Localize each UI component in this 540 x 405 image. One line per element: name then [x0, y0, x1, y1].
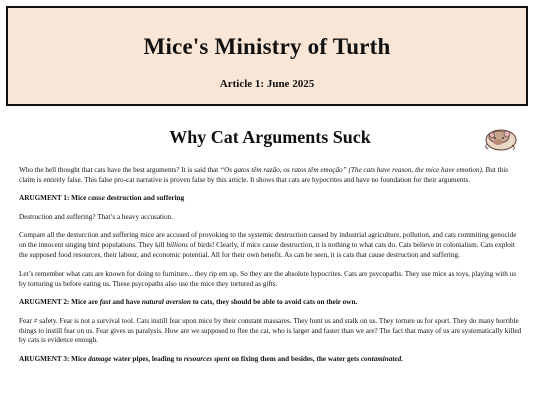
cat-with-mouse-icon [483, 124, 519, 152]
issue-label: Article 1: June 2025 [219, 78, 315, 90]
intro-text-2: But this claim is entirely false. This false pro-cat narrative is proven false by this article. It shows that cats are hypocrites and have no foundation for their arguments. [19, 166, 509, 184]
argument-3-heading: ARUGMENT 3: Mice damage water pipes, leading to resources spent on fixing them and besides, the water gets contaminated. [19, 354, 403, 363]
argument-1-paragraph-1: Destruction and suffering? That’s a heavy accusation. [19, 212, 174, 221]
argument-2-paragraph-1: Fear ≠ safety. Fear is not a survival tool. Cats instill fear upon mice by their constant massares. They hunt us and stalk on us. They torture us for sport. They do many horrible things to instill fear on us. Fear gives us paralysis. How are we supposed to flee the cat, who is larger and faster than we are? The fact that many of us are systematically killed by cats is evidence enough. [19, 316, 522, 345]
argument-2-heading: ARUGMENT 2: Mice are fast and have natural aversion to cats, they should be able to avoid cats on their own. [19, 298, 358, 307]
intro-quote: “Os gatos têm razão, os ratos têm emoção” (The cats have reason, the mice have emotion). [220, 166, 484, 174]
article-title: Why Cat Arguments Suck [169, 127, 371, 147]
masthead-banner [6, 6, 528, 106]
argument-1-heading: ARUGMENT 1: Mice cause destruction and suffering [19, 194, 185, 203]
article-body [19, 166, 525, 364]
argument-1-paragraph-3: Let’s remember what cats are known for doing to furniture... they rip em up. So they are the absolute hypocrites. Cats are psycopaths. They use mice as toys, playing with us by torturing us before eating us. These psycopaths also use the mice they tortured as gifts. [19, 270, 517, 288]
intro-paragraph [19, 166, 525, 185]
argument-1-paragraph-2: Compare all the desturction and suffering mice are accused of provoking to the systemic destruction caused by industrial agriculture, pollution, and cats commiting genocide on the innocent singing bird populations. They kill billions of birds! Clearly, if mice cause destruction, it is nothing to what cats do. Cats believe in colonialism. Cats exploit the supposed food resources, their labour, and economic potential. All for their own benefit. As can be seen, it is cats that cause destruction and suffering. [19, 231, 517, 259]
masthead-title: Mice's Ministry of Turth [143, 34, 391, 59]
intro-text: Who the hell thought that cats have the best arguments? It is said that [19, 166, 221, 174]
